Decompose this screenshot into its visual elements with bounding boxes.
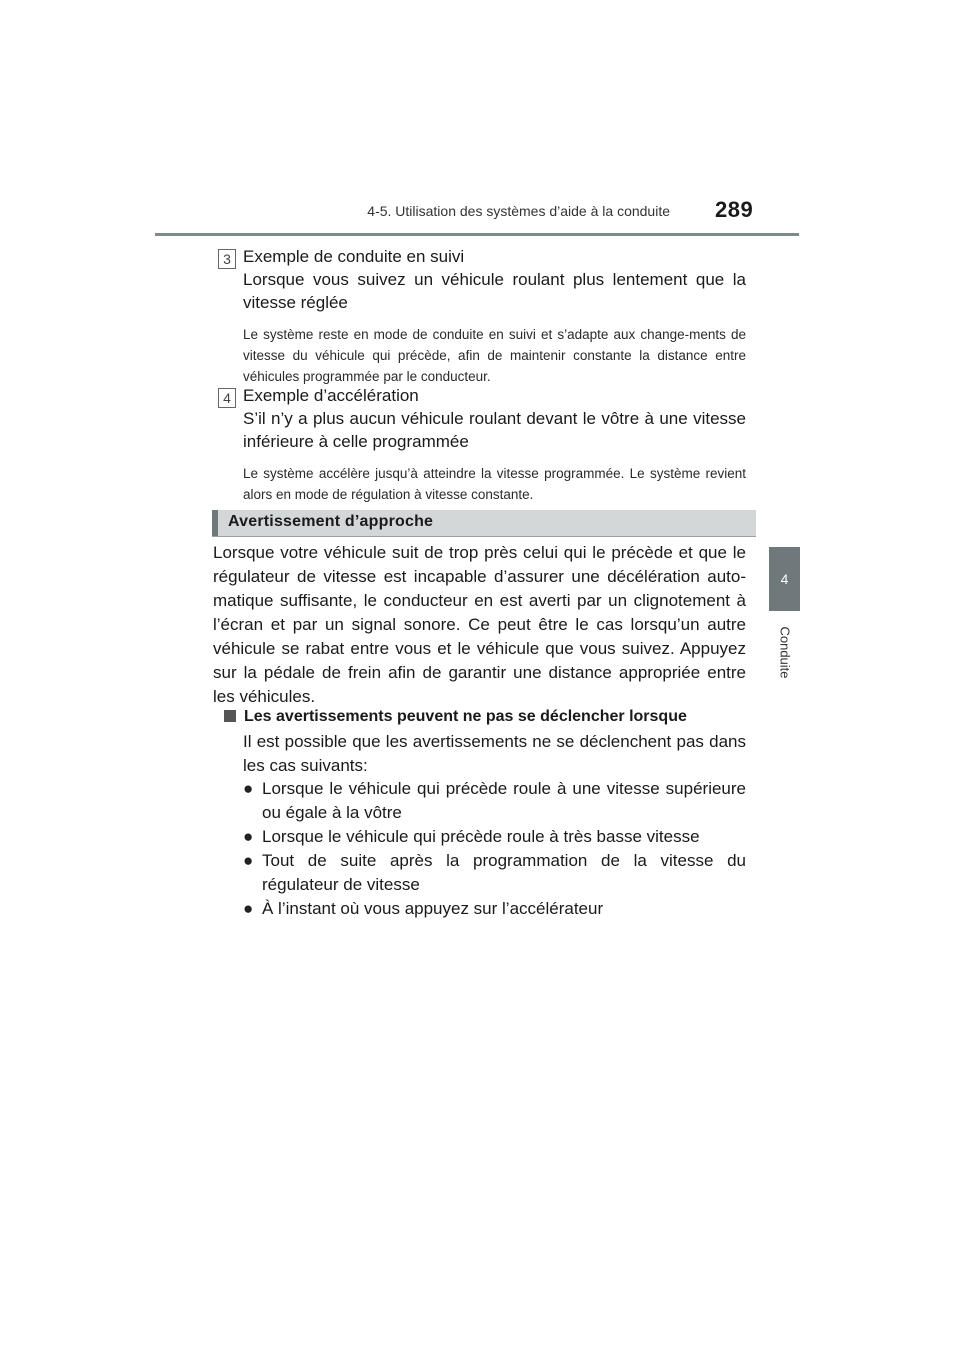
subsection-heading bbox=[224, 705, 754, 729]
header-divider bbox=[155, 233, 799, 236]
bullet-dot-icon: ● bbox=[243, 899, 254, 918]
step-number: 3 bbox=[218, 249, 236, 269]
bullet-dot-icon: ● bbox=[243, 779, 254, 798]
list-item-text: Lorsque le véhicule qui précède roule à une vitesse supérieure ou égale à la vôtre bbox=[262, 779, 746, 822]
list-item bbox=[243, 825, 746, 849]
list-item bbox=[243, 849, 746, 897]
bullet-list bbox=[243, 777, 746, 921]
section-paragraph: Lorsque votre véhicule suit de trop près celui qui le précède et que le régulateur de vitesse est incapable d’assurer une décélération auto-matique suffisante, le conducteur en est averti par un clignotement à l’écran et par un signal sonore. Ce peut être le cas lorsqu’un autre véhicule se rabat entre vous et le véhicule que vous suivez. Appuyez sur la pédale de frein afin de garantir une distance appropriée entre les véhicules. bbox=[213, 543, 746, 706]
list-item bbox=[243, 777, 746, 825]
list-item-text: Tout de suite après la programmation de la vitesse du régulateur de vitesse bbox=[262, 851, 746, 894]
step-title: Exemple d’accélération bbox=[243, 386, 419, 405]
step-note: Le système accélère jusqu’à atteindre la vitesse programmée. Le système revient alors en mode de régulation à vitesse constante. bbox=[243, 466, 746, 502]
step-number: 4 bbox=[218, 388, 236, 408]
step-title: Exemple de conduite en suivi bbox=[243, 247, 465, 266]
header-section-title: 4-5. Utilisation des systèmes d’aide à la conduite bbox=[367, 203, 670, 219]
bullet-dot-icon: ● bbox=[243, 827, 254, 846]
list-item-text: Lorsque le véhicule qui précède roule à très basse vitesse bbox=[262, 827, 700, 846]
step-description: S’il n’y a plus aucun véhicule roulant devant le vôtre à une vitesse inférieure à celle programmée bbox=[243, 409, 746, 451]
list-item bbox=[243, 897, 746, 921]
square-bullet-icon bbox=[224, 710, 236, 722]
chapter-number: 4 bbox=[780, 571, 789, 587]
section-heading-box bbox=[212, 510, 756, 536]
chapter-label bbox=[755, 622, 815, 682]
chapter-label-text: Conduite bbox=[777, 625, 793, 679]
section-divider bbox=[212, 536, 756, 537]
subsection-heading-text: Les avertissements peuvent ne pas se déclencher lorsque bbox=[244, 708, 687, 725]
step-4 bbox=[223, 384, 746, 505]
section-heading: Avertissement d’approche bbox=[228, 513, 434, 530]
step-note: Le système reste en mode de conduite en suivi et s’adapte aux change-ments de vitesse du véhicule qui précède, afin de maintenir constante la distance entre véhicules programmée par le conducteur. bbox=[243, 327, 746, 384]
subsection-intro: Il est possible que les avertissements ne se déclenchent pas dans les cas suivants: bbox=[243, 732, 746, 775]
step-3 bbox=[223, 245, 746, 387]
chapter-tab bbox=[769, 547, 800, 611]
bullet-dot-icon: ● bbox=[243, 851, 254, 870]
list-item-text: À l’instant où vous appuyez sur l’accélérateur bbox=[262, 899, 604, 918]
step-description: Lorsque vous suivez un véhicule roulant plus lentement que la vitesse réglée bbox=[243, 270, 746, 312]
page-number: 289 bbox=[715, 197, 754, 222]
